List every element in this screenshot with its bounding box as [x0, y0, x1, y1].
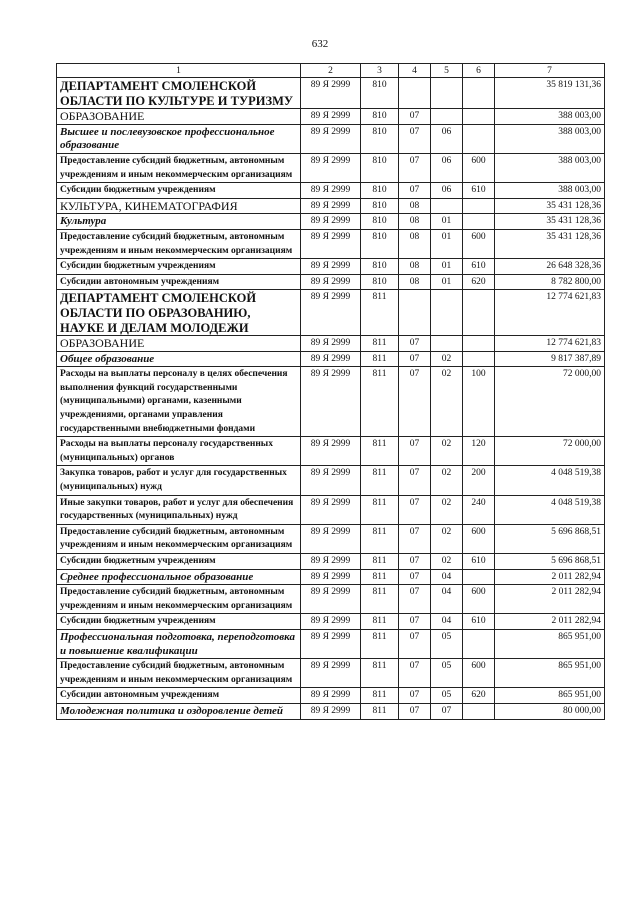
row-target-code: 89 Я 2999	[301, 336, 361, 352]
row-amount: 388 003,00	[495, 124, 605, 153]
row-section	[399, 290, 431, 336]
row-department-code: 811	[361, 614, 399, 630]
row-name: Предоставление субсидий бюджетным, автономным учреждениям и иным некоммерческим организациям	[57, 229, 301, 258]
table-row	[57, 351, 605, 367]
table-row	[57, 290, 605, 336]
row-section: 08	[399, 274, 431, 290]
table-row	[57, 367, 605, 437]
row-name: Культура	[57, 214, 301, 230]
row-expense-type: 610	[463, 554, 495, 570]
row-subsection: 07	[431, 703, 463, 719]
row-subsection: 06	[431, 183, 463, 199]
row-subsection: 06	[431, 124, 463, 153]
row-expense-type	[463, 351, 495, 367]
row-department-code: 811	[361, 629, 399, 658]
table-row	[57, 466, 605, 495]
row-target-code: 89 Я 2999	[301, 703, 361, 719]
table-row	[57, 198, 605, 214]
row-section: 07	[399, 336, 431, 352]
row-amount: 388 003,00	[495, 153, 605, 182]
row-section: 07	[399, 183, 431, 199]
row-amount: 72 000,00	[495, 367, 605, 437]
page-number: 632	[311, 38, 329, 50]
row-target-code: 89 Я 2999	[301, 688, 361, 704]
row-expense-type	[463, 198, 495, 214]
row-amount: 12 774 621,83	[495, 290, 605, 336]
table-row	[57, 124, 605, 153]
row-amount: 80 000,00	[495, 703, 605, 719]
row-amount: 2 011 282,94	[495, 614, 605, 630]
row-subsection	[431, 109, 463, 125]
row-section: 07	[399, 585, 431, 614]
row-department-code: 811	[361, 659, 399, 688]
row-amount: 2 011 282,94	[495, 569, 605, 585]
header-col-6: 6	[463, 64, 495, 78]
row-department-code: 810	[361, 183, 399, 199]
row-section: 07	[399, 153, 431, 182]
row-amount: 35 431 128,36	[495, 229, 605, 258]
row-target-code: 89 Я 2999	[301, 629, 361, 658]
header-col-1: 1	[57, 64, 301, 78]
row-name: Предоставление субсидий бюджетным, автономным учреждениям и иным некоммерческим организациям	[57, 659, 301, 688]
row-amount: 2 011 282,94	[495, 585, 605, 614]
row-subsection: 01	[431, 214, 463, 230]
row-subsection: 02	[431, 554, 463, 570]
row-target-code: 89 Я 2999	[301, 585, 361, 614]
budget-table	[56, 63, 605, 720]
row-section: 07	[399, 614, 431, 630]
row-name: Субсидии бюджетным учреждениям	[57, 614, 301, 630]
row-department-code: 810	[361, 229, 399, 258]
row-expense-type	[463, 78, 495, 109]
table-row	[57, 183, 605, 199]
row-name: Закупка товаров, работ и услуг для государственных (муниципальных) нужд	[57, 466, 301, 495]
row-target-code: 89 Я 2999	[301, 274, 361, 290]
table-row	[57, 554, 605, 570]
row-subsection	[431, 198, 463, 214]
row-department-code: 811	[361, 367, 399, 437]
row-subsection: 05	[431, 629, 463, 658]
row-department-code: 810	[361, 214, 399, 230]
row-expense-type	[463, 703, 495, 719]
row-section: 07	[399, 109, 431, 125]
row-target-code: 89 Я 2999	[301, 214, 361, 230]
header-col-7: 7	[495, 64, 605, 78]
row-name: Расходы на выплаты персоналу государственных (муниципальных) органов	[57, 437, 301, 466]
row-section: 07	[399, 437, 431, 466]
row-expense-type: 600	[463, 229, 495, 258]
row-amount: 865 951,00	[495, 659, 605, 688]
row-amount: 5 696 868,51	[495, 524, 605, 553]
row-subsection: 01	[431, 274, 463, 290]
row-department-code: 810	[361, 78, 399, 109]
table-row	[57, 336, 605, 352]
table-row	[57, 78, 605, 109]
row-section: 07	[399, 367, 431, 437]
row-department-code: 810	[361, 259, 399, 275]
row-target-code: 89 Я 2999	[301, 229, 361, 258]
row-expense-type: 600	[463, 659, 495, 688]
row-section: 07	[399, 659, 431, 688]
row-amount: 35 819 131,36	[495, 78, 605, 109]
row-amount: 4 048 519,38	[495, 466, 605, 495]
row-name: Предоставление субсидий бюджетным, автономным учреждениям и иным некоммерческим организациям	[57, 585, 301, 614]
row-department-code: 810	[361, 198, 399, 214]
row-department-code: 811	[361, 524, 399, 553]
row-expense-type	[463, 124, 495, 153]
row-expense-type: 620	[463, 274, 495, 290]
row-name: ДЕПАРТАМЕНТ СМОЛЕНСКОЙ ОБЛАСТИ ПО ОБРАЗОВАНИЮ, НАУКЕ И ДЕЛАМ МОЛОДЕЖИ	[57, 290, 301, 336]
row-section: 07	[399, 351, 431, 367]
row-name: Общее образование	[57, 351, 301, 367]
row-name: Иные закупки товаров, работ и услуг для обеспечения государственных (муниципальных) нужд	[57, 495, 301, 524]
row-amount: 35 431 128,36	[495, 214, 605, 230]
row-name: Предоставление субсидий бюджетным, автономным учреждениям и иным некоммерческим организациям	[57, 153, 301, 182]
row-subsection: 05	[431, 688, 463, 704]
row-name: Среднее профессиональное образование	[57, 569, 301, 585]
row-name: Субсидии автономным учреждениям	[57, 688, 301, 704]
row-subsection: 02	[431, 524, 463, 553]
row-name: Субсидии бюджетным учреждениям	[57, 259, 301, 275]
row-amount: 388 003,00	[495, 109, 605, 125]
header-col-2: 2	[301, 64, 361, 78]
row-expense-type: 600	[463, 524, 495, 553]
row-subsection: 06	[431, 153, 463, 182]
row-subsection: 02	[431, 495, 463, 524]
row-subsection: 02	[431, 367, 463, 437]
row-expense-type: 100	[463, 367, 495, 437]
table-row	[57, 259, 605, 275]
row-section: 07	[399, 524, 431, 553]
row-department-code: 811	[361, 290, 399, 336]
row-department-code: 811	[361, 688, 399, 704]
table-row	[57, 495, 605, 524]
row-expense-type	[463, 569, 495, 585]
row-target-code: 89 Я 2999	[301, 569, 361, 585]
row-expense-type: 200	[463, 466, 495, 495]
row-target-code: 89 Я 2999	[301, 554, 361, 570]
row-expense-type: 620	[463, 688, 495, 704]
row-target-code: 89 Я 2999	[301, 290, 361, 336]
row-name: КУЛЬТУРА, КИНЕМАТОГРАФИЯ	[57, 198, 301, 214]
row-name: Расходы на выплаты персоналу в целях обеспечения выполнения функций государственными (муниципальными) органами, казенными учреждениями, органами управления государственными внебюджетными фондами	[57, 367, 301, 437]
header-col-4: 4	[399, 64, 431, 78]
header-col-3: 3	[361, 64, 399, 78]
row-section	[399, 78, 431, 109]
row-amount: 72 000,00	[495, 437, 605, 466]
row-section: 07	[399, 466, 431, 495]
row-department-code: 811	[361, 703, 399, 719]
table-row	[57, 109, 605, 125]
row-section: 07	[399, 569, 431, 585]
row-section: 07	[399, 124, 431, 153]
row-section: 07	[399, 629, 431, 658]
row-subsection: 04	[431, 614, 463, 630]
row-expense-type: 120	[463, 437, 495, 466]
row-subsection: 01	[431, 229, 463, 258]
row-target-code: 89 Я 2999	[301, 614, 361, 630]
row-expense-type	[463, 214, 495, 230]
row-section: 08	[399, 259, 431, 275]
row-target-code: 89 Я 2999	[301, 259, 361, 275]
row-amount: 865 951,00	[495, 688, 605, 704]
row-name: Предоставление субсидий бюджетным, автономным учреждениям и иным некоммерческим организациям	[57, 524, 301, 553]
row-target-code: 89 Я 2999	[301, 367, 361, 437]
row-section: 07	[399, 495, 431, 524]
row-target-code: 89 Я 2999	[301, 437, 361, 466]
row-amount: 12 774 621,83	[495, 336, 605, 352]
row-section: 08	[399, 214, 431, 230]
row-expense-type: 600	[463, 153, 495, 182]
row-amount: 865 951,00	[495, 629, 605, 658]
row-name: ОБРАЗОВАНИЕ	[57, 336, 301, 352]
row-expense-type: 240	[463, 495, 495, 524]
table-row	[57, 703, 605, 719]
table-row	[57, 229, 605, 258]
row-expense-type: 600	[463, 585, 495, 614]
row-section: 07	[399, 554, 431, 570]
row-name: Молодежная политика и оздоровление детей	[57, 703, 301, 719]
row-section: 07	[399, 703, 431, 719]
row-target-code: 89 Я 2999	[301, 659, 361, 688]
table-row	[57, 585, 605, 614]
row-target-code: 89 Я 2999	[301, 78, 361, 109]
row-target-code: 89 Я 2999	[301, 351, 361, 367]
row-subsection: 04	[431, 569, 463, 585]
table-row	[57, 688, 605, 704]
row-amount: 26 648 328,36	[495, 259, 605, 275]
header-col-5: 5	[431, 64, 463, 78]
row-subsection: 01	[431, 259, 463, 275]
table-row	[57, 214, 605, 230]
row-amount: 388 003,00	[495, 183, 605, 199]
row-amount: 5 696 868,51	[495, 554, 605, 570]
row-subsection	[431, 336, 463, 352]
row-expense-type	[463, 629, 495, 658]
row-name: Субсидии бюджетным учреждениям	[57, 183, 301, 199]
table-row	[57, 659, 605, 688]
row-expense-type: 610	[463, 259, 495, 275]
row-section: 08	[399, 229, 431, 258]
row-amount: 8 782 800,00	[495, 274, 605, 290]
row-subsection: 04	[431, 585, 463, 614]
table-row	[57, 274, 605, 290]
table-row	[57, 569, 605, 585]
row-name: Профессиональная подготовка, переподготовка и повышение квалификации	[57, 629, 301, 658]
row-section: 07	[399, 688, 431, 704]
row-subsection	[431, 290, 463, 336]
row-subsection: 02	[431, 466, 463, 495]
table-row	[57, 153, 605, 182]
row-target-code: 89 Я 2999	[301, 495, 361, 524]
row-target-code: 89 Я 2999	[301, 198, 361, 214]
row-department-code: 811	[361, 569, 399, 585]
row-department-code: 811	[361, 495, 399, 524]
row-subsection: 05	[431, 659, 463, 688]
row-department-code: 810	[361, 124, 399, 153]
row-subsection: 02	[431, 437, 463, 466]
row-name: Субсидии бюджетным учреждениям	[57, 554, 301, 570]
row-department-code: 810	[361, 109, 399, 125]
table-row	[57, 524, 605, 553]
row-expense-type	[463, 290, 495, 336]
row-department-code: 811	[361, 554, 399, 570]
row-department-code: 810	[361, 274, 399, 290]
row-department-code: 811	[361, 585, 399, 614]
row-name: ОБРАЗОВАНИЕ	[57, 109, 301, 125]
table-row	[57, 614, 605, 630]
row-amount: 9 817 387,89	[495, 351, 605, 367]
row-name: Субсидии автономным учреждениям	[57, 274, 301, 290]
row-subsection	[431, 78, 463, 109]
row-expense-type	[463, 336, 495, 352]
row-target-code: 89 Я 2999	[301, 124, 361, 153]
row-department-code: 811	[361, 351, 399, 367]
table-row	[57, 437, 605, 466]
table-row	[57, 629, 605, 658]
row-amount: 4 048 519,38	[495, 495, 605, 524]
row-target-code: 89 Я 2999	[301, 466, 361, 495]
row-target-code: 89 Я 2999	[301, 524, 361, 553]
row-expense-type: 610	[463, 183, 495, 199]
row-name: ДЕПАРТАМЕНТ СМОЛЕНСКОЙ ОБЛАСТИ ПО КУЛЬТУРЕ И ТУРИЗМУ	[57, 78, 301, 109]
row-department-code: 811	[361, 336, 399, 352]
row-expense-type: 610	[463, 614, 495, 630]
table-header-row	[57, 64, 605, 78]
row-target-code: 89 Я 2999	[301, 183, 361, 199]
row-target-code: 89 Я 2999	[301, 109, 361, 125]
row-name: Высшее и послевузовское профессиональное образование	[57, 124, 301, 153]
row-subsection: 02	[431, 351, 463, 367]
row-expense-type	[463, 109, 495, 125]
row-department-code: 811	[361, 466, 399, 495]
row-target-code: 89 Я 2999	[301, 153, 361, 182]
row-department-code: 810	[361, 153, 399, 182]
row-amount: 35 431 128,36	[495, 198, 605, 214]
row-section: 08	[399, 198, 431, 214]
row-department-code: 811	[361, 437, 399, 466]
